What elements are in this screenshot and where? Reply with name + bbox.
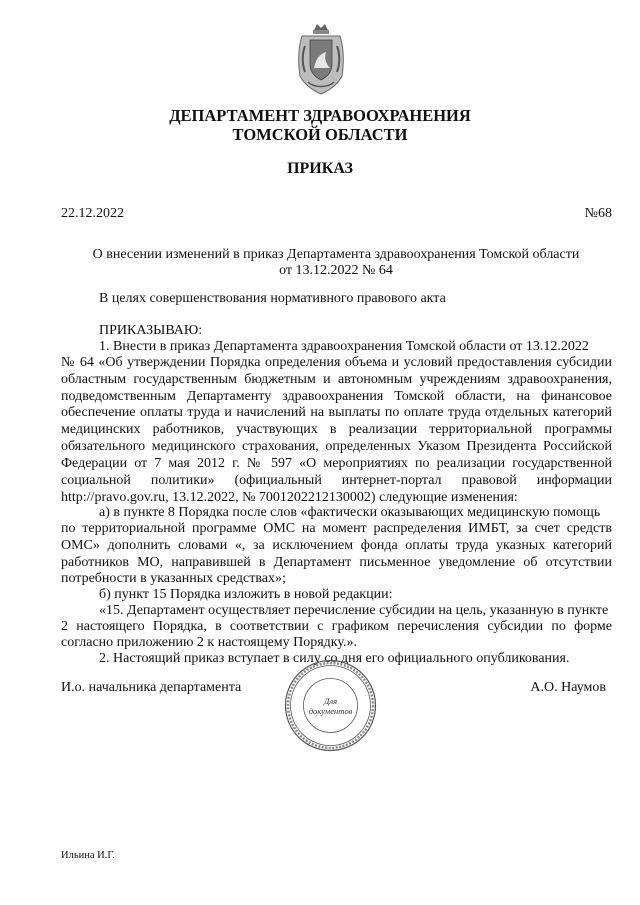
order-word: ПРИКАЗЫВАЮ: (99, 323, 203, 338)
executor-name: Ильина И.Г. (61, 850, 115, 861)
signer-name: А.О. Наумов (530, 680, 606, 695)
stamp-text (283, 696, 378, 716)
stamp-text-line1: Для (323, 696, 338, 706)
paragraph-b: б) пункт 15 Порядка изложить в новой редакции: (99, 587, 393, 602)
document-subject (64, 247, 608, 279)
subject-line2: от 13.12.2022 № 64 (279, 263, 393, 278)
document-type: ПРИКАЗ (287, 160, 353, 177)
coat-of-arms-emblem (296, 24, 346, 96)
signer-position: И.о. начальника департамента (61, 680, 242, 695)
paragraph-1-last-line: http://pravo.gov.ru, 13.12.2022, № 7001202212130002) следующие изменения: (61, 490, 518, 505)
paragraph-b-quote-body: 2 настоящего Порядка, в соответствии с графиком перечисления субсидии по форме (61, 619, 612, 634)
organization-name-line1: ДЕПАРТАМЕНТ ЗДРАВООХРАНЕНИЯ (169, 106, 471, 125)
official-stamp (283, 658, 378, 753)
paragraph-a-first-line: а) в пункте 8 Порядка после слов «фактически оказывающих медицинскую помощь (99, 505, 601, 520)
preamble: В целях совершенствования нормативного правового акта (99, 291, 446, 306)
paragraph-a-body: по территориальной программе ОМС на момент распределения ИМБТ, за счет средств ОМС» дополнить словами «, за исключением фонда оплаты труда указных категорий работников МО, направившей в Департамент письменное уведомление об отсутствии (61, 521, 612, 570)
document-number: №68 (584, 206, 612, 221)
document-date: 22.12.2022 (61, 206, 124, 221)
paragraph-2: 2. Настоящий приказ вступает в силу со дня его официального опубликования. (99, 651, 570, 666)
paragraph-1-first-line: 1. Внести в приказ Департамента здравоохранения Томской области от 13.12.2022 (99, 339, 589, 354)
stamp-text-line2: документов (308, 706, 353, 716)
subject-line1: О внесении изменений в приказ Департамента здравоохранения Томской области (92, 247, 580, 262)
organization-name-line2: ТОМСКОЙ ОБЛАСТИ (232, 125, 408, 144)
paragraph-b-quote-last-line: согласно приложению 2 к настоящему Порядку.». (61, 635, 357, 650)
paragraph-b-quote-first-line: «15. Департамент осуществляет перечисление субсидии на цель, указанную в пункте (99, 603, 609, 618)
paragraph-a-last-line: потребности в указанных средствах»; (61, 571, 286, 586)
paragraph-1-body: № 64 «Об утверждении Порядка определения объема и условий предоставления субсидии областным государственным бюджетным и автономным учреждениям здравоохранения, подведомственным Департаменту здравоохранения Томской области, на финансовое обеспечение оплаты труда и начислений на выплаты по оплате труда отдельных категорий медицинских работников, участвующих в реализации территориальной программы обязательного медицинского страхования, определенных Указом Президента Российской Федерации от 7 мая 2012 г. № 597 «О мероприятиях по реализации государственной социальной политики» (официальный интернет-портал правовой информации (61, 355, 612, 488)
